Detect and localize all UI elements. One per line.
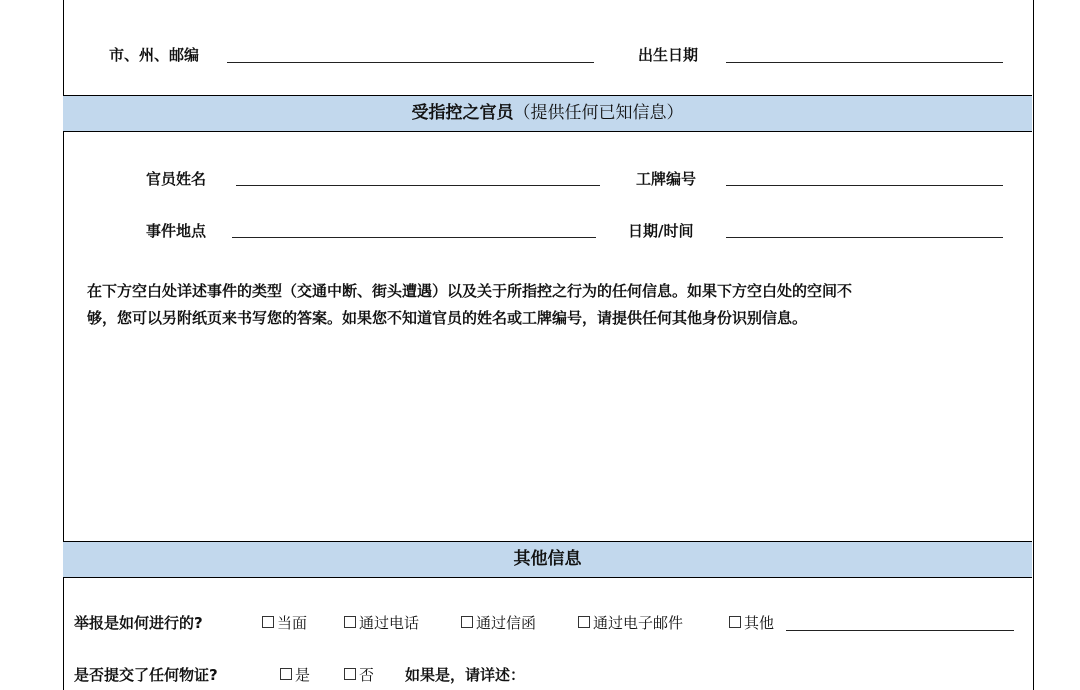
report-by-email-checkbox[interactable]: 通过电子邮件 bbox=[578, 612, 683, 633]
evidence-yes-checkbox[interactable]: 是 bbox=[280, 664, 310, 685]
date-time-label: 日期/时间 bbox=[628, 222, 694, 240]
checkbox-icon bbox=[262, 616, 274, 628]
incident-instructions bbox=[87, 278, 1007, 332]
date-of-birth-field[interactable] bbox=[726, 62, 1003, 63]
report-in-person-checkbox[interactable]: 当面 bbox=[262, 612, 307, 633]
incident-description-area[interactable] bbox=[87, 345, 1007, 530]
date-time-field[interactable] bbox=[726, 237, 1003, 238]
evidence-followup-label: 如果是，请详述： bbox=[405, 666, 526, 684]
incident-location-field[interactable] bbox=[232, 237, 596, 238]
report-method-question: 举报是如何进行的? bbox=[74, 614, 203, 632]
report-by-letter-checkbox[interactable]: 通过信函 bbox=[461, 612, 536, 633]
badge-number-field[interactable] bbox=[726, 185, 1003, 186]
accused-officer-header bbox=[63, 95, 1032, 132]
checkbox-icon bbox=[344, 668, 356, 680]
city-state-zip-field[interactable] bbox=[227, 62, 594, 63]
city-state-zip-label: 市、州、邮编 bbox=[109, 46, 200, 64]
accused-officer-title: 受指控之官员 bbox=[411, 103, 514, 123]
report-other-checkbox[interactable]: 其他 bbox=[729, 612, 774, 633]
officer-name-label: 官员姓名 bbox=[146, 170, 207, 188]
date-of-birth-label: 出生日期 bbox=[638, 46, 699, 64]
checkbox-icon bbox=[578, 616, 590, 628]
other-info-header bbox=[63, 541, 1032, 578]
checkbox-icon bbox=[344, 616, 356, 628]
other-info-title: 其他信息 bbox=[513, 549, 582, 569]
evidence-question: 是否提交了任何物证? bbox=[74, 666, 218, 684]
officer-name-field[interactable] bbox=[236, 185, 600, 186]
evidence-no-checkbox[interactable]: 否 bbox=[344, 664, 374, 685]
report-other-field[interactable] bbox=[786, 630, 1014, 631]
checkbox-icon bbox=[280, 668, 292, 680]
checkbox-icon bbox=[729, 616, 741, 628]
badge-number-label: 工牌编号 bbox=[636, 170, 697, 188]
checkbox-icon bbox=[461, 616, 473, 628]
report-by-phone-checkbox[interactable]: 通过电话 bbox=[344, 612, 419, 633]
instructions-line-1: 在下方空白处详述事件的类型（交通中断、街头遭遇）以及关于所指控之行为的任何信息。如果下方空白处的空间不 bbox=[87, 282, 853, 300]
accused-officer-subtitle: （提供任何已知信息） bbox=[513, 103, 684, 123]
instructions-line-2: 够，您可以另附纸页来书写您的答案。如果您不知道官员的姓名或工牌编号，请提供任何其他身份识别信息。 bbox=[87, 309, 808, 327]
incident-location-label: 事件地点 bbox=[146, 222, 207, 240]
